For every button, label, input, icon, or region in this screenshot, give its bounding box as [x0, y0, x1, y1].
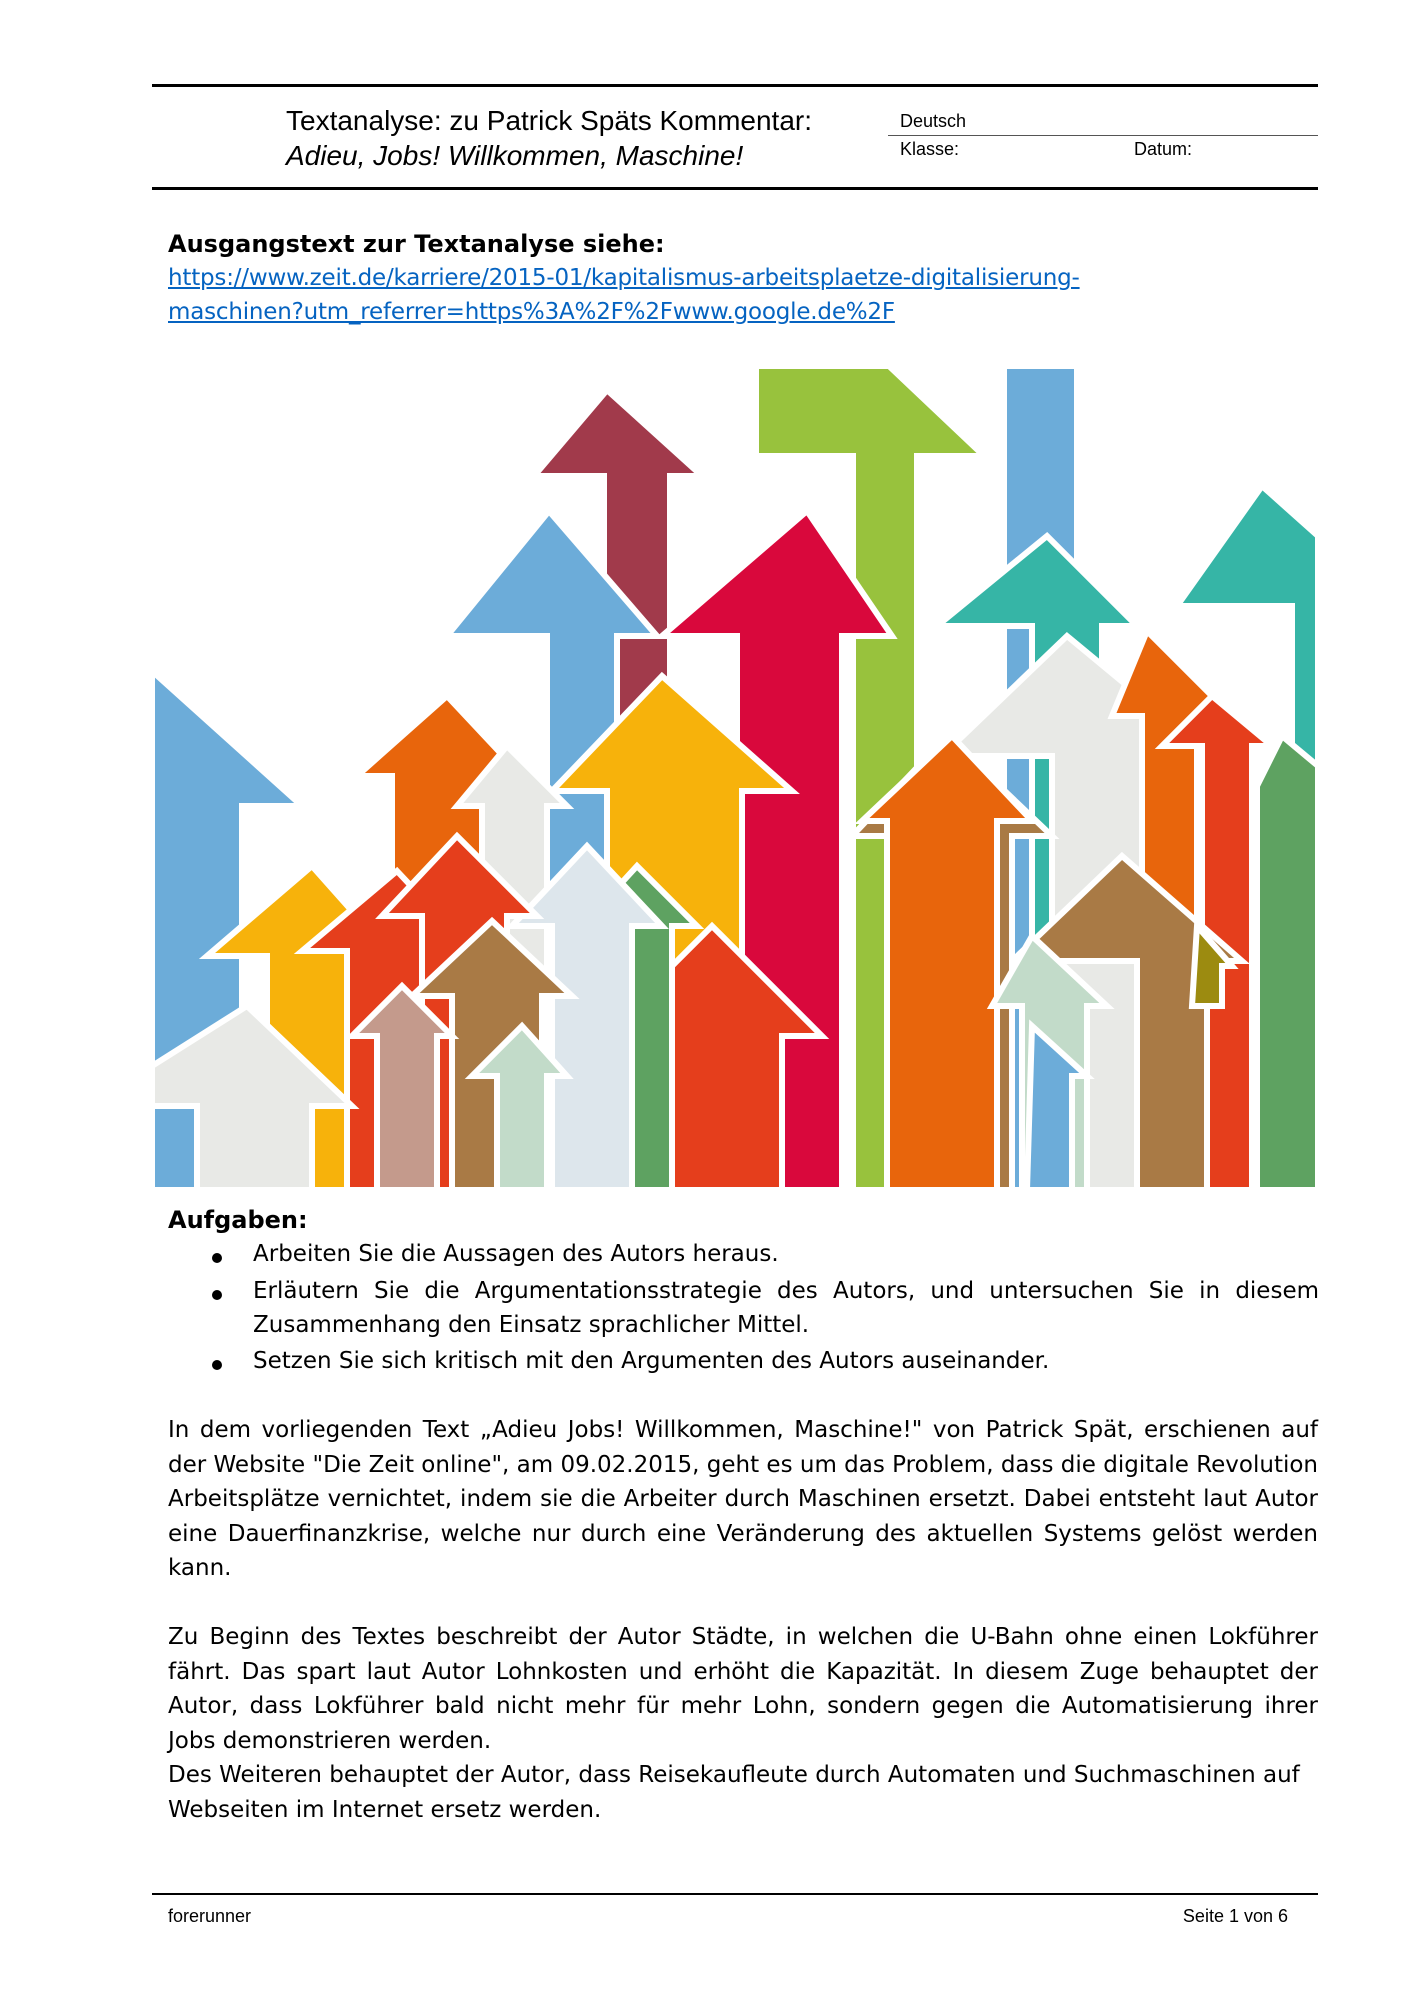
task-item: Setzen Sie sich kritisch mit den Argumenten des Autors auseinander. [253, 1348, 1050, 1374]
body-paragraph: Zu Beginn des Textes beschreibt der Autor Städte, in welchen die U-Bahn ohne einen Lokführer fährt. Das spart laut Autor Lohnkosten und erhöht die Kapazität. In diesem Zuge behauptet der Autor, dass Lokführer bald nicht mehr für mehr Lohn, sondern gegen die Automatisierung ihrer Jobs demonstrieren werden. [168, 1624, 1318, 1754]
bullet-icon [212, 1360, 222, 1370]
body-paragraph: Des Weiteren behauptet der Autor, dass Reisekaufleute durch Automaten und Suchmaschinen auf Webseiten im Internet ersetz werden. [168, 1762, 1300, 1823]
source-link-line2[interactable]: maschinen?utm_referrer=https%3A%2F%2Fwww.google.de%2F [168, 299, 895, 325]
tasks-heading: Aufgaben: [168, 1206, 308, 1234]
page-indicator: Seite 1 von 6 [1182, 1906, 1288, 1926]
bullet-icon [212, 1290, 222, 1300]
task-item: Arbeiten Sie die Aussagen des Autors heraus. [253, 1241, 779, 1267]
colorful-arrows-illustration [152, 366, 1318, 1190]
document-title-line2: Adieu, Jobs! Willkommen, Maschine! [286, 140, 744, 171]
document-title-line1: Textanalyse: zu Patrick Späts Kommentar: [286, 105, 812, 136]
header-top-rule [152, 84, 1318, 87]
footer-rule [152, 1893, 1318, 1895]
header-bottom-rule [152, 187, 1318, 190]
arrow-shape-green-right [1257, 736, 1318, 1190]
subject-label: Deutsch [900, 111, 967, 131]
header-subject-divider [888, 135, 1318, 136]
body-paragraph: In dem vorliegenden Text „Adieu Jobs! Willkommen, Maschine!" von Patrick Spät, erschienen auf der Website "Die Zeit online", am 09.02.2015, geht es um das Problem, dass die digitale Revolution Arbeitsplätze vernichtet, indem sie die Arbeiter durch Maschinen ersetzt. Dabei entsteht laut Autor eine Dauerfinanzkrise, welche nur durch eine Veränderung des aktuellen Systems gelöst werden kann. [168, 1417, 1318, 1581]
source-heading: Ausgangstext zur Textanalyse siehe: [168, 230, 665, 258]
footer-author: forerunner [168, 1906, 252, 1926]
task-item: Erläutern Sie die Argumentationsstrategie des Autors, und untersuchen Sie in diesem Zusammenhang den Einsatz sprachlicher Mittel. [253, 1278, 1319, 1338]
date-label: Datum: [1134, 139, 1193, 159]
class-label: Klasse: [900, 139, 960, 159]
source-link-line1[interactable]: https://www.zeit.de/karriere/2015-01/kapitalismus-arbeitsplaetze-digitalisierung- [168, 265, 1080, 291]
bullet-icon [212, 1253, 222, 1263]
